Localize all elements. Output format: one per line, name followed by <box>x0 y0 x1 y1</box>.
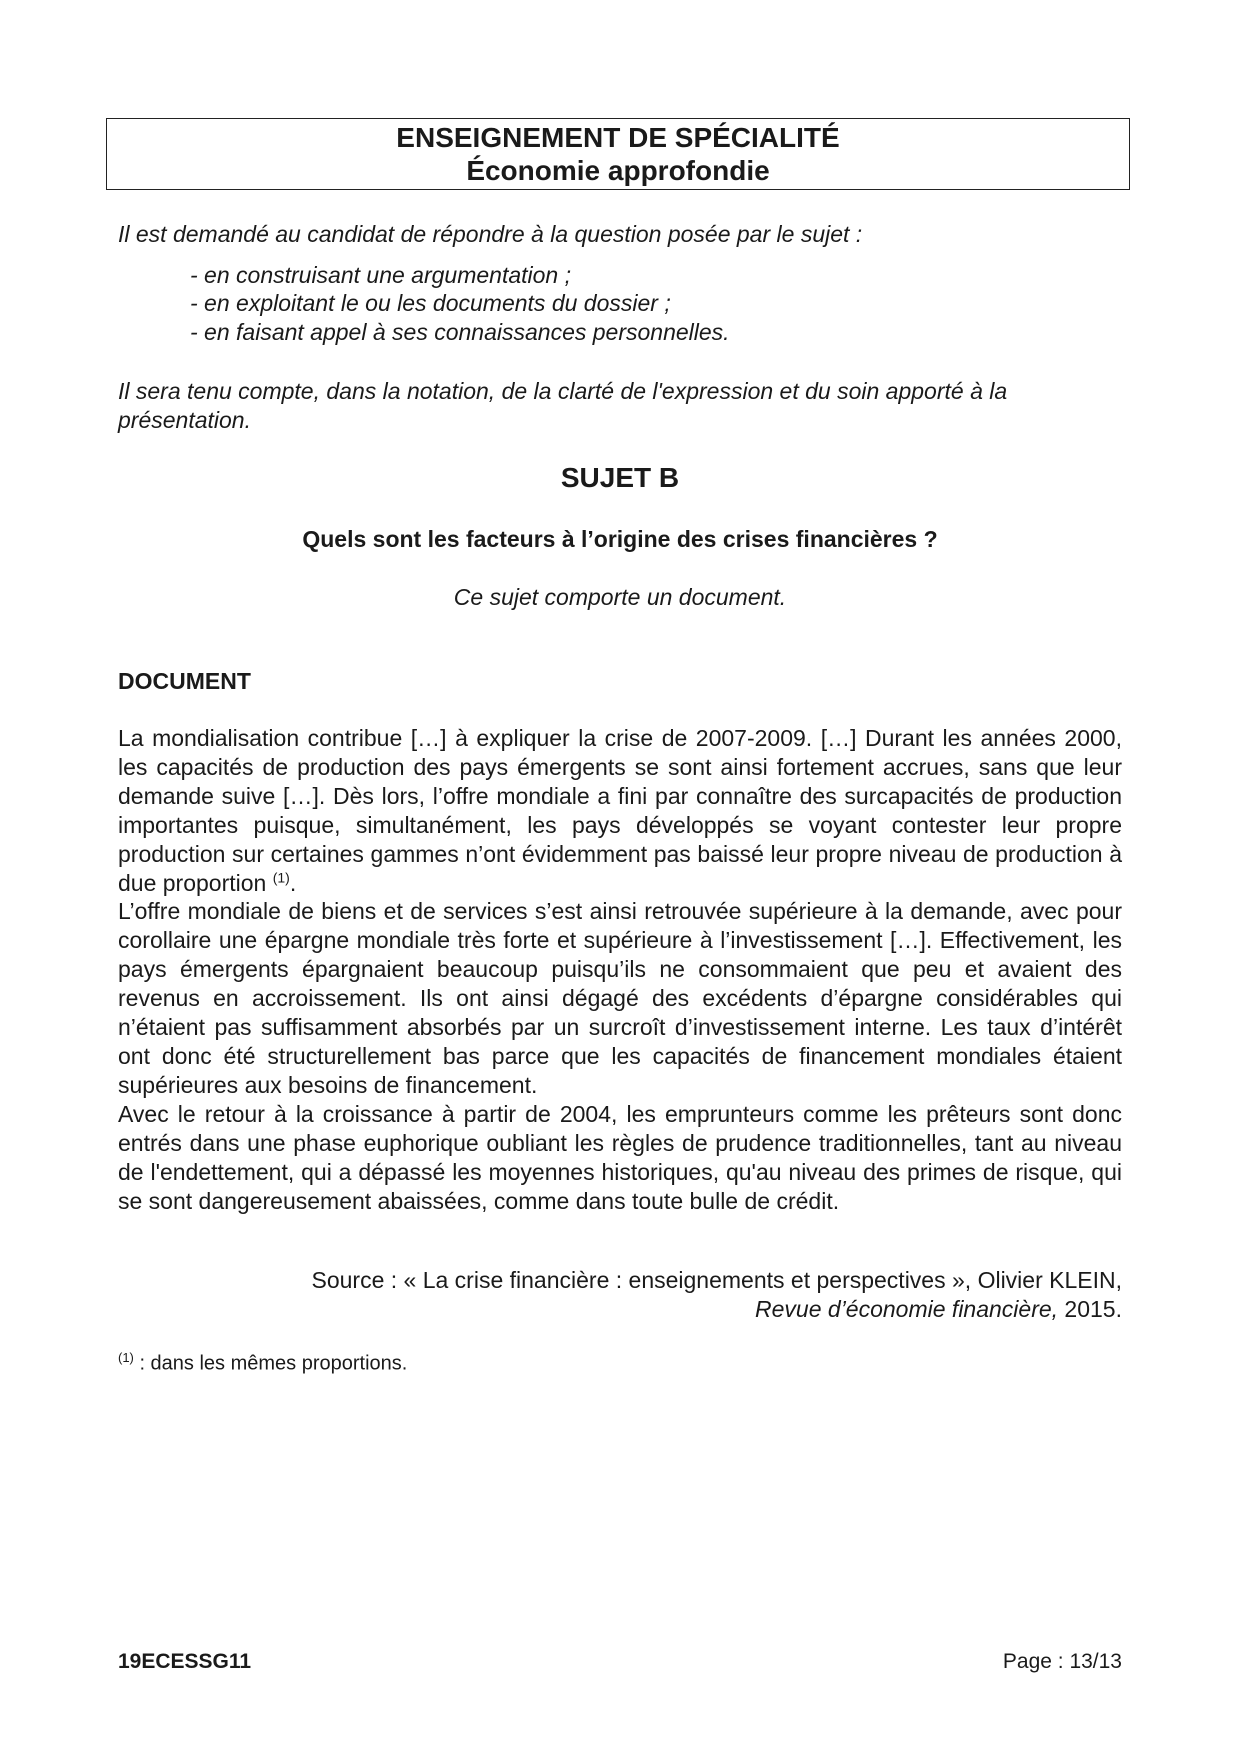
page-number: Page : 13/13 <box>1002 1650 1122 1673</box>
exam-code: 19ECESSG11 <box>118 1650 252 1673</box>
source-year: 2015. <box>1058 1296 1122 1322</box>
subject-title: SUJET B <box>560 462 680 493</box>
document-paragraph: L’offre mondiale de biens et de services s’est ainsi retrouvée supérieure à la demande, avec pour corollaire une épargne mondiale très forte et supérieure à l’investissement […]. Effectivement, les pays émergents épargnaient beaucoup puisqu’ils ne consommaient que peu et avaient des revenus en accroissement. Ils ont ainsi dégagé des excédents d’épargne considérables qui n’étaient pas suffisamment absorbés par un surcroît d’investissement interne. Les taux d’intérêt ont donc été structurellement bas parce que les capacités de financement mondiales étaient supérieures aux besoins de financement. <box>118 898 1122 1098</box>
instruction-item: - en faisant appel à ses connaissances personnelles. <box>190 318 730 345</box>
document-heading: DOCUMENT <box>118 668 251 694</box>
document-paragraph <box>118 724 1122 897</box>
paragraph-text: La mondialisation contribue […] à expliquer la crise de 2007-2009. […] Durant les années 2000, les capacités de production des pays émergents se sont ainsi fortement accrues, sans que leur demande suive […]. Dès lors, l’offre mondiale a fini par connaître des surcapacités de production importantes puisque, simultanément, les pays développés se voyant contester leur propre production sur certaines gammes n’ont évidemment pas baissé leur propre niveau de production à due proportion <box>118 725 1122 896</box>
document-paragraph: Avec le retour à la croissance à partir de 2004, les emprunteurs comme les prêteurs sont donc entrés dans une phase euphorique oubliant les règles de prudence traditionnelles, tant au niveau de l'endettement, qui a dépassé les moyennes historiques, qu'au niveau des primes de risque, qui se sont dangereusement abaissées, comme dans toute bulle de crédit. <box>118 1100 1122 1214</box>
source-line-2 <box>118 1295 1122 1324</box>
source-line: Source : « La crise financière : enseignements et perspectives », Olivier KLEIN, <box>311 1267 1122 1293</box>
source-journal: Revue d’économie financière, <box>755 1296 1059 1322</box>
document-body <box>118 724 1122 1215</box>
header-title: ENSEIGNEMENT DE SPÉCIALITÉ <box>396 122 840 153</box>
presentation-note: Il sera tenu compte, dans la notation, de la clarté de l'expression et du soin apporté à la présentation. <box>118 378 1008 433</box>
source-citation <box>118 1266 1122 1324</box>
subject-question: Quels sont les facteurs à l’origine des crises financières ? <box>302 526 938 552</box>
footnote <box>118 1350 407 1376</box>
header-box <box>106 118 1130 190</box>
document-count: Ce sujet comporte un document. <box>453 584 787 610</box>
instructions <box>118 220 1128 346</box>
footnote-text: : dans les mêmes proportions. <box>133 1352 408 1375</box>
instructions-intro: Il est demandé au candidat de répondre à la question posée par le sujet : <box>118 221 863 247</box>
footnote-marker: (1) <box>118 1350 134 1365</box>
paragraph-end: . <box>289 869 297 896</box>
header-subtitle: Économie approfondie <box>466 155 770 186</box>
instructions-list <box>190 261 1128 347</box>
footnote-reference: (1) <box>272 868 290 885</box>
instruction-item: - en construisant une argumentation ; <box>190 261 572 288</box>
instruction-item: - en exploitant le ou les documents du dossier ; <box>190 290 671 316</box>
